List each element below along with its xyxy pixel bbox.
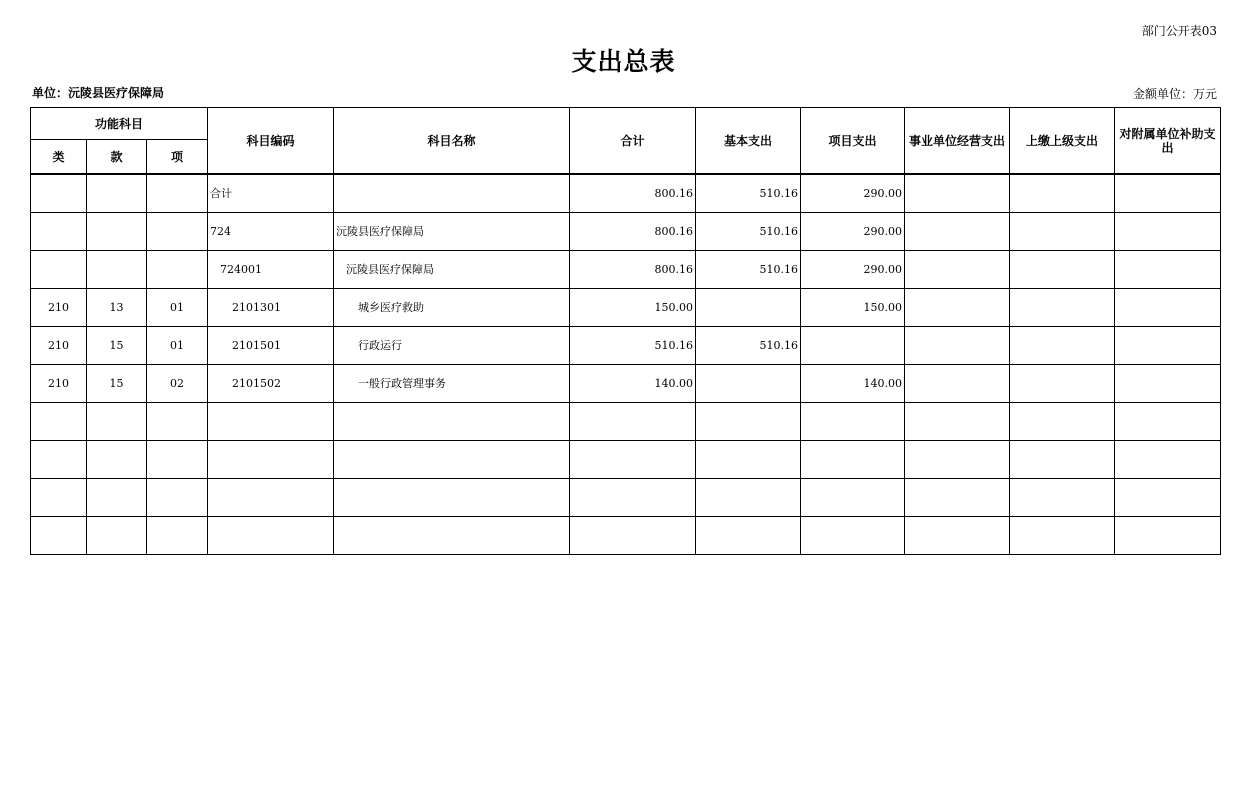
cell-project: 290.00 bbox=[801, 174, 905, 212]
cell-kuan bbox=[87, 174, 147, 212]
cell-kuan bbox=[87, 402, 147, 440]
cell-lei bbox=[31, 402, 87, 440]
cell-kuan bbox=[87, 250, 147, 288]
cell-subsidy bbox=[1115, 402, 1221, 440]
cell-lei bbox=[31, 250, 87, 288]
cell-business bbox=[905, 212, 1010, 250]
header-kuan: 款 bbox=[87, 140, 147, 175]
header-business: 事业单位经营支出 bbox=[905, 108, 1010, 175]
cell-basic bbox=[696, 516, 801, 554]
cell-lei bbox=[31, 440, 87, 478]
table-row bbox=[31, 212, 1221, 250]
cell-code bbox=[208, 440, 334, 478]
cell-kuan: 15 bbox=[87, 364, 147, 402]
cell-name: 一般行政管理事务 bbox=[334, 364, 570, 402]
cell-business bbox=[905, 174, 1010, 212]
cell-total: 800.16 bbox=[570, 174, 696, 212]
table-row bbox=[31, 326, 1221, 364]
cell-name: 沅陵县医疗保障局 bbox=[334, 250, 570, 288]
cell-code: 2101502 bbox=[208, 364, 334, 402]
cell-xiang bbox=[147, 516, 208, 554]
cell-name bbox=[334, 402, 570, 440]
cell-lei bbox=[31, 478, 87, 516]
cell-upper bbox=[1010, 402, 1115, 440]
cell-kuan bbox=[87, 440, 147, 478]
cell-code: 2101501 bbox=[208, 326, 334, 364]
cell-project bbox=[801, 478, 905, 516]
cell-name: 城乡医疗救助 bbox=[334, 288, 570, 326]
cell-upper bbox=[1010, 516, 1115, 554]
cell-total bbox=[570, 402, 696, 440]
cell-name: 沅陵县医疗保障局 bbox=[334, 212, 570, 250]
cell-code: 724 bbox=[208, 212, 334, 250]
cell-business bbox=[905, 516, 1010, 554]
cell-upper bbox=[1010, 326, 1115, 364]
cell-subsidy bbox=[1115, 364, 1221, 402]
cell-basic bbox=[696, 440, 801, 478]
cell-xiang bbox=[147, 478, 208, 516]
cell-business bbox=[905, 250, 1010, 288]
cell-subsidy bbox=[1115, 174, 1221, 212]
header-functional-subject: 功能科目 bbox=[31, 108, 208, 140]
cell-kuan: 15 bbox=[87, 326, 147, 364]
cell-subsidy bbox=[1115, 516, 1221, 554]
cell-project: 290.00 bbox=[801, 212, 905, 250]
unit-label: 单位：沅陵县医疗保障局 bbox=[32, 86, 165, 100]
cell-total: 800.16 bbox=[570, 250, 696, 288]
table-row bbox=[31, 174, 1221, 212]
cell-lei: 210 bbox=[31, 288, 87, 326]
cell-business bbox=[905, 326, 1010, 364]
cell-project bbox=[801, 326, 905, 364]
cell-basic bbox=[696, 288, 801, 326]
cell-upper bbox=[1010, 288, 1115, 326]
cell-business bbox=[905, 440, 1010, 478]
page-title: 支出总表 bbox=[571, 47, 676, 76]
cell-xiang bbox=[147, 250, 208, 288]
header-name: 科目名称 bbox=[334, 108, 570, 175]
cell-subsidy bbox=[1115, 326, 1221, 364]
table-header bbox=[31, 108, 1221, 175]
cell-total: 140.00 bbox=[570, 364, 696, 402]
cell-name bbox=[334, 478, 570, 516]
cell-code: 2101301 bbox=[208, 288, 334, 326]
header-lei: 类 bbox=[31, 140, 87, 175]
cell-lei bbox=[31, 212, 87, 250]
cell-code: 合计 bbox=[208, 174, 334, 212]
cell-xiang bbox=[147, 402, 208, 440]
header-xiang: 项 bbox=[147, 140, 208, 175]
cell-project: 140.00 bbox=[801, 364, 905, 402]
cell-kuan bbox=[87, 516, 147, 554]
cell-code bbox=[208, 478, 334, 516]
cell-xiang: 01 bbox=[147, 288, 208, 326]
cell-xiang: 02 bbox=[147, 364, 208, 402]
cell-name bbox=[334, 440, 570, 478]
cell-subsidy bbox=[1115, 250, 1221, 288]
cell-business bbox=[905, 478, 1010, 516]
cell-subsidy bbox=[1115, 478, 1221, 516]
cell-name: 行政运行 bbox=[334, 326, 570, 364]
cell-xiang: 01 bbox=[147, 326, 208, 364]
cell-xiang bbox=[147, 440, 208, 478]
cell-total bbox=[570, 516, 696, 554]
cell-upper bbox=[1010, 364, 1115, 402]
cell-basic: 510.16 bbox=[696, 174, 801, 212]
cell-project: 150.00 bbox=[801, 288, 905, 326]
cell-basic: 510.16 bbox=[696, 212, 801, 250]
cell-upper bbox=[1010, 250, 1115, 288]
cell-business bbox=[905, 402, 1010, 440]
cell-xiang bbox=[147, 174, 208, 212]
cell-basic bbox=[696, 478, 801, 516]
cell-basic bbox=[696, 402, 801, 440]
cell-upper bbox=[1010, 478, 1115, 516]
cell-total: 800.16 bbox=[570, 212, 696, 250]
cell-business bbox=[905, 364, 1010, 402]
cell-kuan: 13 bbox=[87, 288, 147, 326]
cell-upper bbox=[1010, 174, 1115, 212]
cell-basic: 510.16 bbox=[696, 250, 801, 288]
header-upper: 上缴上级支出 bbox=[1010, 108, 1115, 175]
cell-lei bbox=[31, 174, 87, 212]
table-row bbox=[31, 478, 1221, 516]
header-total: 合计 bbox=[570, 108, 696, 175]
cell-subsidy bbox=[1115, 288, 1221, 326]
cell-project bbox=[801, 440, 905, 478]
amount-unit-label: 金额单位：万元 bbox=[1132, 87, 1217, 101]
cell-code bbox=[208, 516, 334, 554]
cell-lei: 210 bbox=[31, 326, 87, 364]
header-subsidy: 对附属单位补助支出 bbox=[1115, 108, 1221, 175]
cell-code: 724001 bbox=[208, 250, 334, 288]
cell-project bbox=[801, 516, 905, 554]
cell-basic bbox=[696, 364, 801, 402]
cell-project: 290.00 bbox=[801, 250, 905, 288]
table-row bbox=[31, 402, 1221, 440]
header-project: 项目支出 bbox=[801, 108, 905, 175]
form-number-label: 部门公开表03 bbox=[1141, 24, 1217, 38]
cell-subsidy bbox=[1115, 440, 1221, 478]
cell-upper bbox=[1010, 440, 1115, 478]
header-basic: 基本支出 bbox=[696, 108, 801, 175]
cell-upper bbox=[1010, 212, 1115, 250]
table-row bbox=[31, 440, 1221, 478]
table-body bbox=[31, 174, 1221, 554]
cell-business bbox=[905, 288, 1010, 326]
cell-total bbox=[570, 440, 696, 478]
table-row bbox=[31, 516, 1221, 554]
cell-subsidy bbox=[1115, 212, 1221, 250]
cell-xiang bbox=[147, 212, 208, 250]
table-row bbox=[31, 250, 1221, 288]
cell-name bbox=[334, 516, 570, 554]
table-row bbox=[31, 364, 1221, 402]
cell-total: 150.00 bbox=[570, 288, 696, 326]
cell-lei: 210 bbox=[31, 364, 87, 402]
expenditure-table bbox=[30, 107, 1221, 555]
cell-total: 510.16 bbox=[570, 326, 696, 364]
cell-project bbox=[801, 402, 905, 440]
cell-basic: 510.16 bbox=[696, 326, 801, 364]
cell-kuan bbox=[87, 478, 147, 516]
cell-lei bbox=[31, 516, 87, 554]
cell-code bbox=[208, 402, 334, 440]
cell-name bbox=[334, 174, 570, 212]
header-code: 科目编码 bbox=[208, 108, 334, 175]
table-row bbox=[31, 288, 1221, 326]
cell-kuan bbox=[87, 212, 147, 250]
cell-total bbox=[570, 478, 696, 516]
